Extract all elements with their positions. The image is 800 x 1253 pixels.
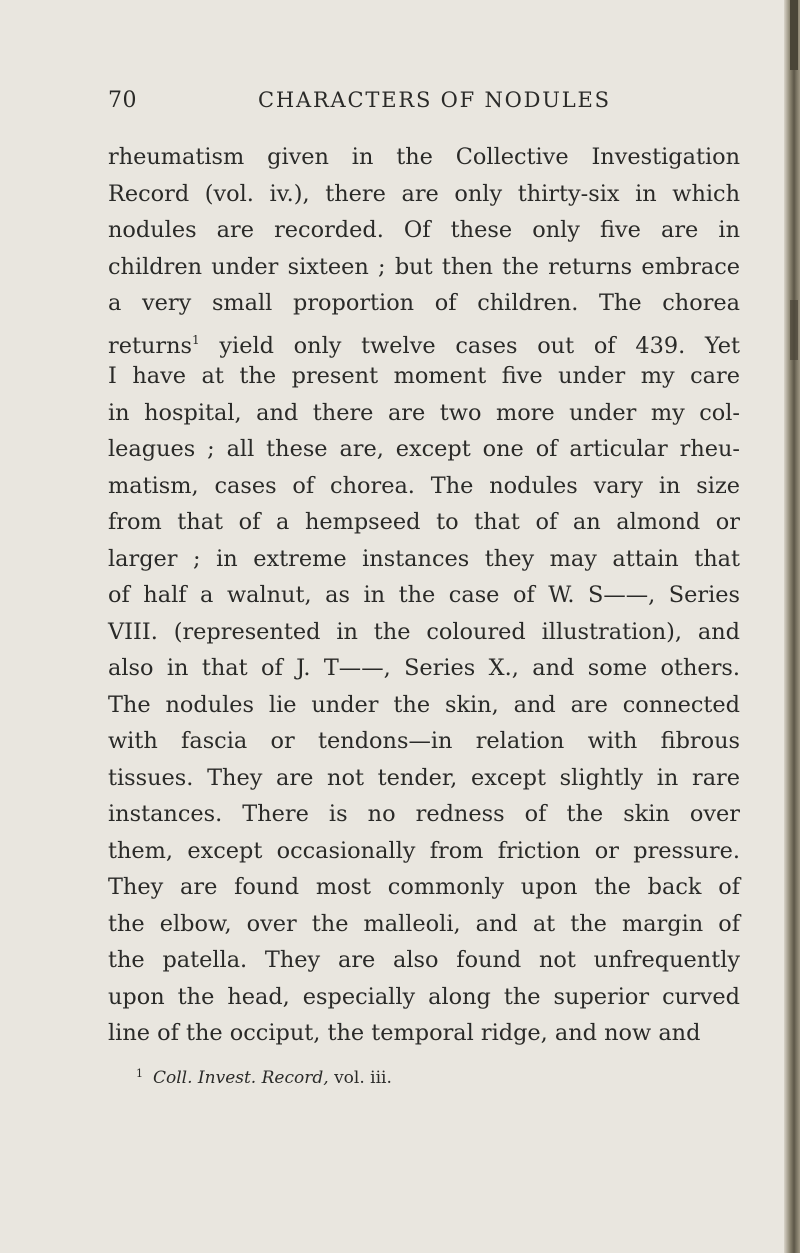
footnote-reference: 1: [192, 332, 200, 347]
text-line: The nodules lie under the skin, and are connected: [108, 691, 740, 718]
text-line: rheumatism given in the Collective Investigation: [108, 144, 740, 170]
text-line: of half a walnut, as in the case of W. S——, Series: [108, 582, 740, 608]
footnote-mark: 1: [136, 1067, 143, 1080]
text-segment: yield only twelve cases out of 439. Yet: [219, 332, 740, 359]
text-line: matism, cases of chorea. The nodules vary in size: [108, 472, 740, 499]
page-number: 70: [108, 88, 137, 113]
footnote-text: vol. iii.: [334, 1068, 392, 1088]
running-head: CHARACTERS OF NODULES: [258, 88, 611, 112]
text-line: a very small proportion of children. The chorea: [108, 290, 740, 316]
text-line: nodules are recorded. Of these only five are in: [108, 217, 740, 243]
text-line: the elbow, over the malleoli, and at the margin of: [108, 910, 740, 937]
text-line: with fascia or tendons—in relation with fibrous: [108, 728, 740, 754]
page-spine-edge: [784, 0, 800, 1253]
text-line: the patella. They are also found not unfrequently: [108, 947, 740, 973]
text-line: I have at the present moment five under my care: [108, 363, 740, 389]
text-line: them, except occasionally from friction or pressure.: [108, 837, 740, 864]
text-line: They are found most commonly upon the back of: [108, 874, 740, 900]
text-line: children under sixteen ; but then the returns embrace: [108, 253, 740, 280]
text-line: larger ; in extreme instances they may attain that: [108, 545, 740, 572]
text-line: from that of a hempseed to that of an almond or: [108, 509, 740, 535]
text-line: in hospital, and there are two more under my col-: [108, 399, 740, 426]
page-header: [108, 88, 740, 118]
body-text: [108, 139, 740, 1052]
text-line: [108, 322, 740, 359]
text-line: leagues ; all these are, except one of articular rheu-: [108, 436, 740, 462]
text-line: instances. There is no redness of the skin over: [108, 801, 740, 827]
text-line: tissues. They are not tender, except slightly in rare: [108, 764, 740, 791]
text-line: Record (vol. iv.), there are only thirty-six in which: [108, 180, 740, 207]
footnote-title: Coll. Invest. Record,: [153, 1068, 329, 1088]
text-line: line of the occiput, the temporal ridge, and now and: [108, 1020, 701, 1046]
text-line: VIII. (represented in the coloured illustration), and: [108, 618, 740, 645]
text-line: also in that of J. T——, Series X., and some others.: [108, 655, 740, 681]
spine-shadow: [790, 0, 798, 70]
text-segment: returns: [108, 332, 192, 359]
footnote: [136, 1067, 392, 1088]
spine-shadow: [790, 300, 798, 360]
text-line: upon the head, especially along the superior curved: [108, 983, 740, 1010]
